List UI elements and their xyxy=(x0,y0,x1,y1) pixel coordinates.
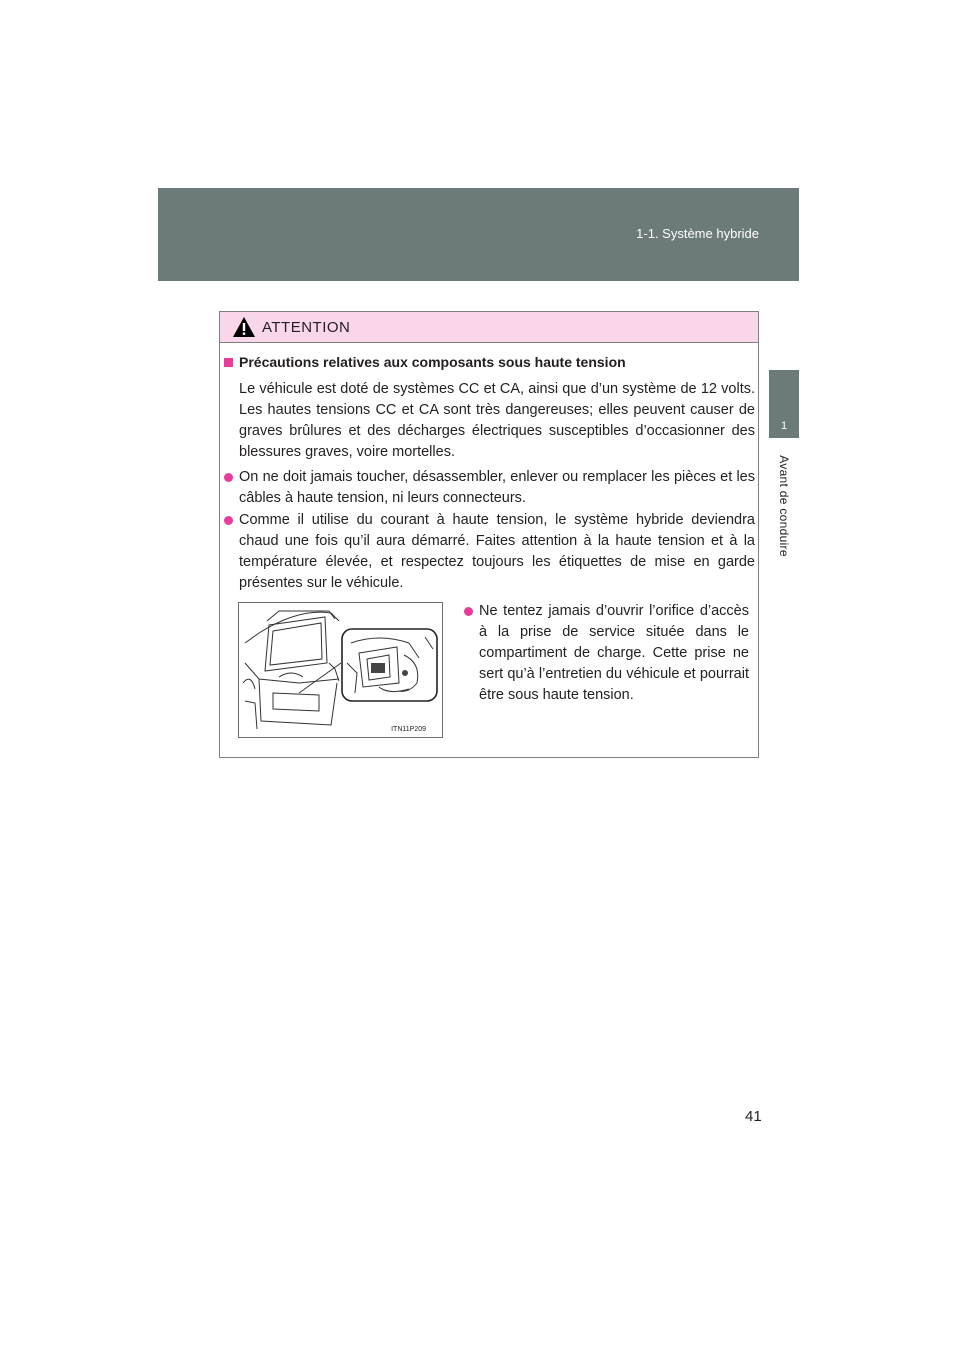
chapter-number: 1 xyxy=(780,420,788,432)
bullet-dot-icon xyxy=(224,516,233,525)
list-item xyxy=(464,601,749,706)
chapter-label: Avant de conduire xyxy=(777,455,791,557)
bullet-dot-icon xyxy=(464,607,473,616)
list-item-text: On ne doit jamais toucher, désassembler, enlever ou remplacer les pièces et les câbles à haute tension, ni leurs connecteurs. xyxy=(239,469,755,506)
caution-box xyxy=(219,311,759,758)
section-heading-text: Précautions relatives aux composants sous haute tension xyxy=(239,354,626,370)
list-item xyxy=(224,510,755,594)
caution-header xyxy=(220,312,758,343)
figure-illustration xyxy=(238,602,443,738)
chapter-tab xyxy=(769,370,799,438)
list-item-text: Comme il utilise du courant à haute tension, le système hybride deviendra chaud une fois qu’il aura démarré. Faites attention à la haute tension et à la température élevée, et respectez toujours les étiquettes de mise en garde présentes sur le véhicule. xyxy=(239,512,755,591)
header-band xyxy=(158,188,799,281)
section-title: 1-1. Système hybride xyxy=(636,226,759,241)
figure-code: ITN11P209 xyxy=(391,726,426,733)
intro-paragraph: Le véhicule est doté de systèmes CC et CA, ainsi que d’un système de 12 volts. Les hautes tensions CC et CA sont très dangereuses; elles peuvent causer de graves brûlures et des décharges électriques susceptibles d’occasionner des blessures graves, voire mortelles. xyxy=(239,381,755,460)
list-item xyxy=(224,467,755,509)
square-bullet-icon xyxy=(224,358,233,367)
caution-title: ATTENTION xyxy=(262,319,351,336)
section-heading xyxy=(224,354,626,370)
page-number: 41 xyxy=(745,1108,762,1125)
warning-triangle-icon xyxy=(232,316,256,338)
car-cargo-illustration xyxy=(239,603,442,737)
bullet-dot-icon xyxy=(224,473,233,482)
list-item-text: Ne tentez jamais d’ouvrir l’orifice d’accès à la prise de service située dans le compartiment de charge. Cette prise ne sert qu’à l’entretien du véhicule et pourrait être sous haute tension. xyxy=(479,603,749,703)
